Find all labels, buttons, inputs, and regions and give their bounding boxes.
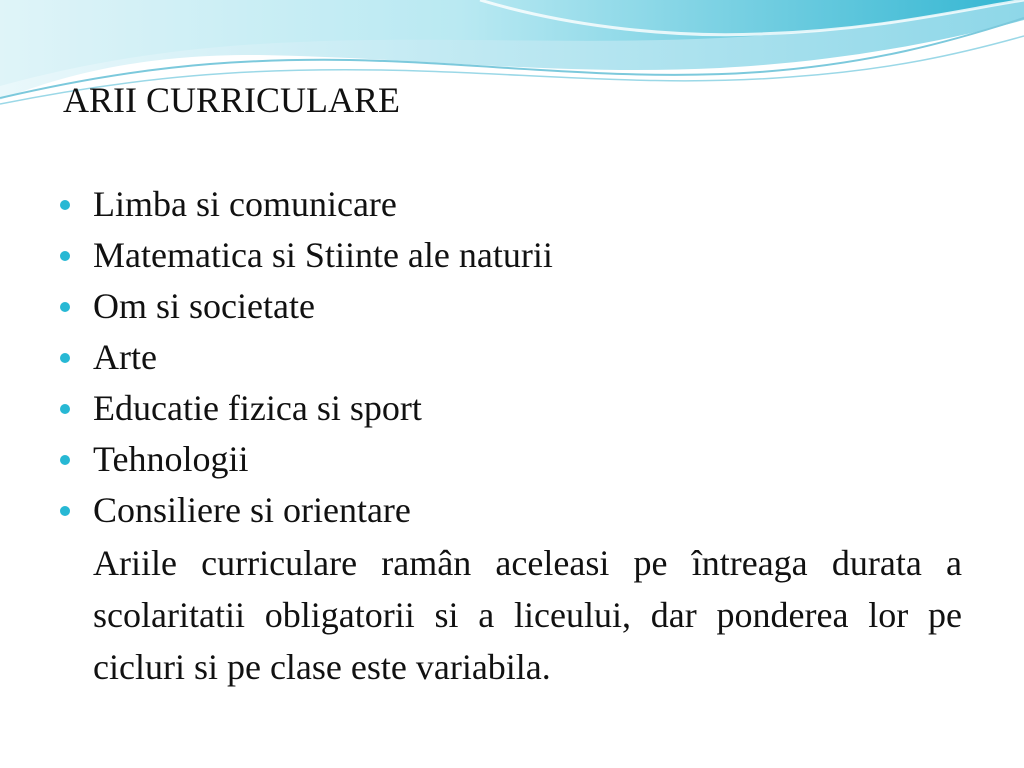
bullet-icon: [60, 455, 70, 465]
list-item-label: Matematica si Stiinte ale naturii: [93, 235, 553, 275]
bullet-icon: [60, 251, 70, 261]
bullet-icon: [60, 200, 70, 210]
bullet-icon: [60, 404, 70, 414]
list-item-label: Educatie fizica si sport: [93, 388, 422, 428]
list-item: [60, 230, 962, 281]
list-item-label: Arte: [93, 337, 157, 377]
list-item-label: Tehnologii: [93, 439, 249, 479]
list-item-label: Limba si comunicare: [93, 184, 397, 224]
list-item: [60, 332, 962, 383]
list-item: [60, 179, 962, 230]
list-item: [60, 434, 962, 485]
bullet-icon: [60, 353, 70, 363]
list-item-label: Consiliere si orientare: [93, 490, 411, 530]
list-item: [60, 485, 962, 536]
bullet-icon: [60, 302, 70, 312]
curriculum-note-paragraph: Ariile curriculare ramân aceleasi pe întreaga durata a scolaritatii obligatorii si a liceului, dar ponderea lor pe cicluri si pe clase este variabila.: [93, 543, 962, 687]
slide-title: ARII CURRICULARE: [63, 80, 401, 120]
list-item-label: Om si societate: [93, 286, 315, 326]
list-item: [60, 383, 962, 434]
bullet-icon: [60, 506, 70, 516]
list-item: [60, 281, 962, 332]
curriculum-area-list: [60, 179, 962, 536]
